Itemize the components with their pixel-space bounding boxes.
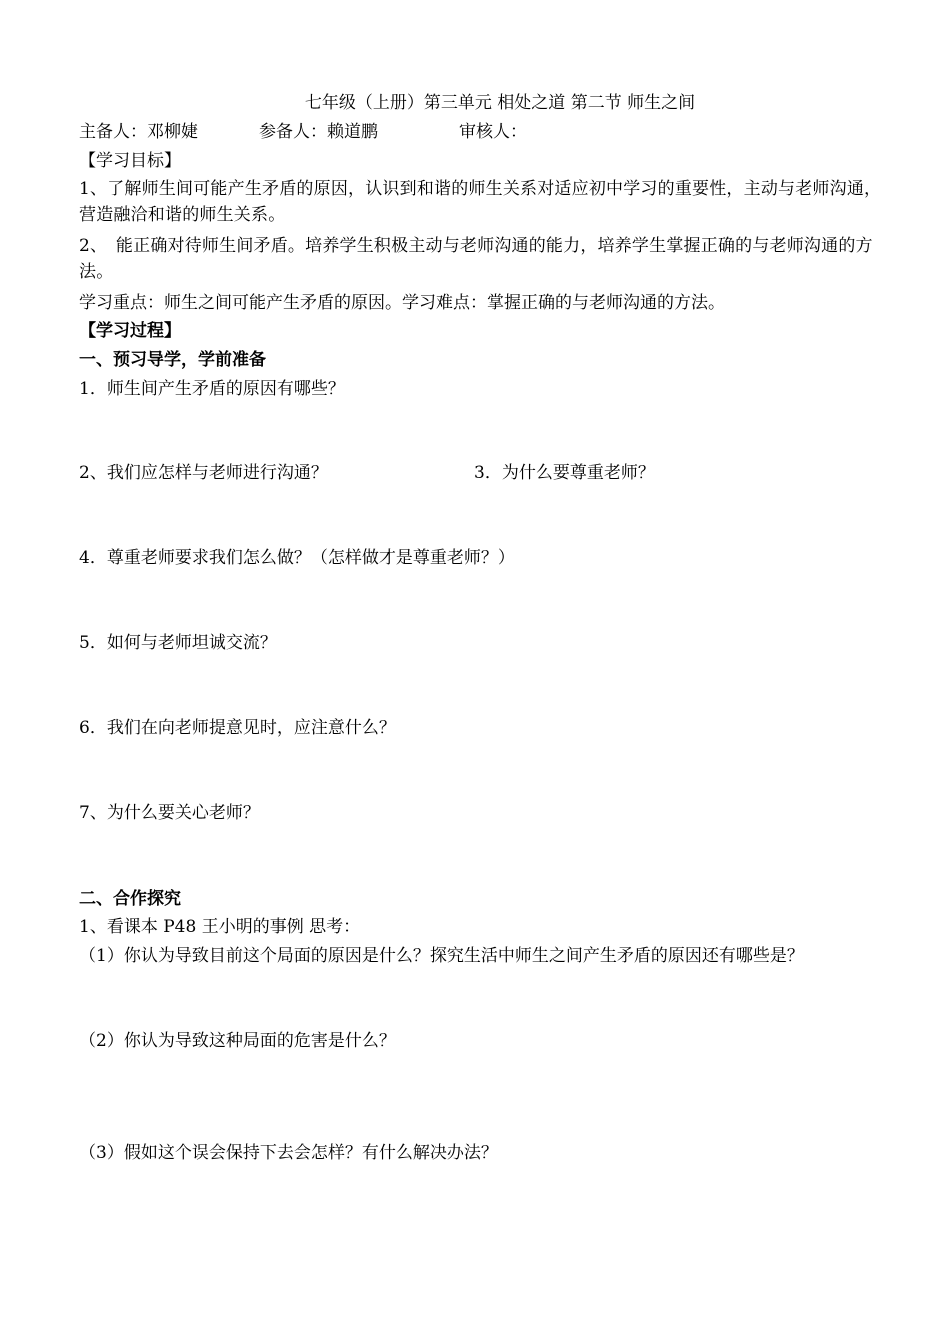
co-author: 参备人：赖道鹏: [259, 122, 378, 142]
sub-question-2: （2）你认为导致这种局面的危害是什么？: [79, 1031, 396, 1051]
question-3: 3．为什么要尊重老师？: [474, 463, 655, 483]
sub-question-3: （3）假如这个误会保持下去会怎样？有什么解决办法？: [79, 1143, 498, 1163]
objective-2: 2、 能正确对待师生间矛盾。培养学生积极主动与老师沟通的能力，培养学生掌握正确的与老师沟通的方法。: [79, 236, 873, 282]
sub-question-1: （1）你认为导致目前这个局面的原因是什么？探究生活中师生之间产生矛盾的原因还有哪些是？: [79, 946, 804, 966]
question-5: 5．如何与老师坦诚交流？: [79, 633, 277, 653]
document-title: 七年级（上册）第三单元 相处之道 第二节 师生之间: [304, 93, 696, 113]
author-row: [79, 119, 899, 145]
objectives-heading: 【学习目标】: [79, 151, 181, 171]
question-1: 1．师生间产生矛盾的原因有哪些？: [79, 379, 345, 399]
question-row-2-3: [79, 460, 899, 486]
objective-1: 1、了解师生间可能产生矛盾的原因，认识到和谐的师生关系对适应初中学习的重要性，主动与老师沟通，营造融洽和谐的师生关系。: [79, 179, 882, 225]
question-2: 2、我们应怎样与老师进行沟通？: [79, 463, 328, 483]
question-7: 7、为什么要关心老师？: [79, 803, 260, 823]
question-4: 4．尊重老师要求我们怎么做？（怎样做才是尊重老师？）: [79, 548, 515, 568]
main-author: 主备人：邓柳婕: [79, 122, 198, 142]
section-2-heading: 二、合作探究: [79, 889, 181, 909]
question-6: 6．我们在向老师提意见时，应注意什么？: [79, 718, 396, 738]
task-1: 1、看课本 P48 王小明的事例 思考：: [79, 917, 361, 937]
key-points: 学习重点：师生之间可能产生矛盾的原因。学习难点：掌握正确的与老师沟通的方法。: [79, 293, 725, 313]
process-heading: 【学习过程】: [79, 321, 181, 341]
section-1-heading: 一、预习导学，学前准备: [79, 350, 266, 370]
reviewer: 审核人：: [459, 122, 527, 142]
